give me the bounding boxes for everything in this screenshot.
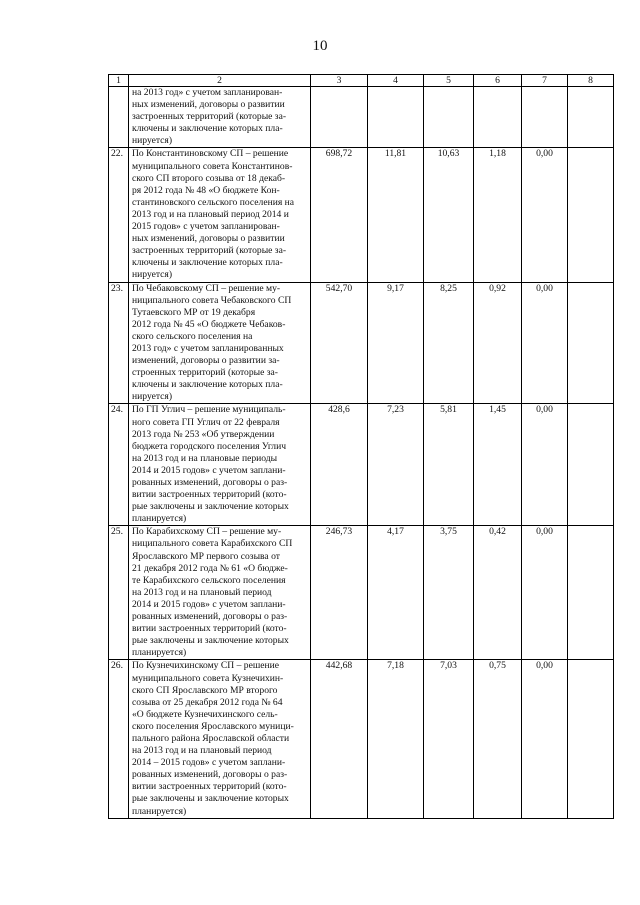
cell-col5: 7,03 <box>424 660 474 818</box>
cell-col3: 442,68 <box>311 660 368 818</box>
cell-col5: 3,75 <box>424 526 474 660</box>
cell-col3: 428,6 <box>311 404 368 526</box>
cell-col4: 7,18 <box>368 660 424 818</box>
cell-col8 <box>568 87 614 148</box>
cell-col4: 11,81 <box>368 148 424 282</box>
table-header-row <box>109 75 614 87</box>
cell-col4 <box>368 87 424 148</box>
table-row <box>109 148 614 282</box>
row-description: По Кузнечихинскому СП – решение муниципального совета Кузнечихин- ского СП Ярославского МР второго созыва от 25 декабря 2012 года № 64 «О бюджете Кузнечихинского сель- ского поселения Ярославского муници- пального района Ярославской области на 2013 год и на плановый период 2014 – 2015 годов» с учетом заплани- рованных изменений, договоры о раз- витии застроенных территорий (кото- рые заключены и заключение которых планируется) <box>129 660 311 818</box>
cell-col8 <box>568 660 614 818</box>
row-description: на 2013 год» с учетом запланирован- ных изменений, договоры о развитии застроенных территорий (которые за- ключены и заключение которых пла- нируется) <box>129 87 311 148</box>
column-header: 8 <box>568 75 614 87</box>
table-row <box>109 660 614 818</box>
row-description: По Чебаковскому СП – решение му- ниципального совета Чебаковского СП Тутаевского МР от 19 декабря 2012 года № 45 «О бюджете Чебаков- ского сельского поселения на 2013 год» с учетом запланированных изменений, договоры о развитии за- строенных территорий (которые за- ключены и заключение которых пла- нируется) <box>129 282 311 404</box>
cell-col6 <box>474 87 522 148</box>
row-description: По Константиновскому СП – решение муниципального совета Константинов- ского СП второго созыва от 18 декаб- ря 2012 года № 48 «О бюджете Кон- стантиновского сельского поселения на 2013 год и на плановый период 2014 и 2015 годов» с учетом запланирован- ных изменений, договоры о развитии застроенных территорий (которые за- ключены и заключение которых пла- нируется) <box>129 148 311 282</box>
row-number: 22. <box>109 148 129 282</box>
cell-col6: 0,42 <box>474 526 522 660</box>
cell-col7: 0,00 <box>522 148 568 282</box>
column-header: 3 <box>311 75 368 87</box>
cell-col5: 8,25 <box>424 282 474 404</box>
cell-col5: 10,63 <box>424 148 474 282</box>
page-number: 10 <box>312 38 328 54</box>
table-row <box>109 526 614 660</box>
cell-col4: 7,23 <box>368 404 424 526</box>
cell-col4: 4,17 <box>368 526 424 660</box>
cell-col5 <box>424 87 474 148</box>
cell-col8 <box>568 404 614 526</box>
table-row <box>109 87 614 148</box>
cell-col7: 0,00 <box>522 660 568 818</box>
table-row <box>109 282 614 404</box>
cell-col6: 1,45 <box>474 404 522 526</box>
row-description: По Карабихскому СП – решение му- ниципального совета Карабихского СП Ярославского МР первого созыва от 21 декабря 2012 года № 61 «О бюдже- те Карабихского сельского поселения на 2013 год и на плановый период 2014 и 2015 годов» с учетом заплани- рованных изменений, договоры о раз- витии застроенных территорий (кото- рые заключены и заключение которых планируется) <box>129 526 311 660</box>
row-number: 24. <box>109 404 129 526</box>
column-header: 1 <box>109 75 129 87</box>
cell-col4: 9,17 <box>368 282 424 404</box>
cell-col3: 542,70 <box>311 282 368 404</box>
column-header: 6 <box>474 75 522 87</box>
cell-col3 <box>311 87 368 148</box>
row-description: По ГП Углич – решение муниципаль- ного совета ГП Углич от 22 февраля 2013 года № 253 «Об утверждении бюджета городского поселения Углич на 2013 год и на плановые периоды 2014 и 2015 годов» с учетом заплани- рованных изменений, договоры о раз- витии застроенных территорий (кото- рые заключены и заключение которых планируется) <box>129 404 311 526</box>
cell-col7 <box>522 87 568 148</box>
row-number: 25. <box>109 526 129 660</box>
table-row <box>109 404 614 526</box>
column-header: 2 <box>129 75 311 87</box>
cell-col8 <box>568 282 614 404</box>
column-header: 4 <box>368 75 424 87</box>
cell-col6: 0,92 <box>474 282 522 404</box>
column-header: 5 <box>424 75 474 87</box>
row-number <box>109 87 129 148</box>
cell-col3: 246,73 <box>311 526 368 660</box>
row-number: 23. <box>109 282 129 404</box>
column-header: 7 <box>522 75 568 87</box>
cell-col3: 698,72 <box>311 148 368 282</box>
cell-col6: 1,18 <box>474 148 522 282</box>
budget-table <box>108 74 614 819</box>
cell-col7: 0,00 <box>522 404 568 526</box>
cell-col6: 0,75 <box>474 660 522 818</box>
cell-col8 <box>568 526 614 660</box>
row-number: 26. <box>109 660 129 818</box>
cell-col8 <box>568 148 614 282</box>
cell-col7: 0,00 <box>522 282 568 404</box>
cell-col7: 0,00 <box>522 526 568 660</box>
cell-col5: 5,81 <box>424 404 474 526</box>
